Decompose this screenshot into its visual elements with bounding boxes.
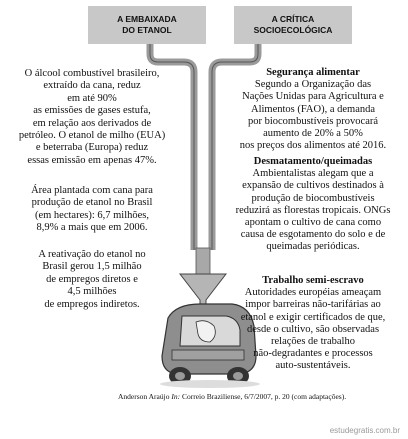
- credit-author: Anderson Araújo: [118, 392, 170, 401]
- right-section-food-security: [222, 67, 404, 152]
- text-line: aumento de 20% a 50%: [263, 128, 363, 140]
- text-line: não-degradantes e processos: [253, 348, 373, 360]
- text-line: Nações Unidas para Agricultura e: [242, 91, 384, 103]
- banner-left-line1: A EMBAIXADA: [117, 14, 177, 24]
- text-line: apontam o cultivo de cana como: [244, 217, 382, 229]
- source-credit: [118, 392, 346, 401]
- text-line: desde o cultivo, são observadas: [246, 323, 380, 335]
- section-title: Segurança alimentar: [266, 67, 360, 78]
- credit-in: In:: [171, 392, 181, 401]
- left-paragraph-jobs: [4, 249, 180, 311]
- text-line: O álcool combustível brasileiro,: [24, 68, 160, 79]
- text-line: as emissões de gases estufa,: [33, 105, 151, 117]
- text-line: produção de biocombustíveis: [251, 192, 375, 204]
- section-title: Trabalho semi-escravo: [262, 275, 364, 286]
- right-section-slave-labor: [222, 275, 404, 373]
- banner-embaixada-etanol: [88, 6, 206, 44]
- text-line: produção de etanol no Brasil: [31, 197, 153, 209]
- text-line: Alimentos (FAO), a demanda: [250, 103, 376, 115]
- banner-critica-socioecologica: [234, 6, 352, 44]
- banner-right-line2: SOCIOECOLÓGICA: [253, 25, 333, 35]
- text-line: Segundo a Organização das: [254, 79, 372, 91]
- text-line: petróleo. O etanol de milho (EUA): [18, 130, 166, 142]
- text-line: Área plantada com cana para: [31, 185, 153, 196]
- section-title: Desmatamento/queimadas: [253, 156, 373, 167]
- right-section-deforestation: [222, 156, 404, 254]
- text-line: e beterraba (Europa) reduz: [35, 142, 149, 154]
- text-line: Ambientalistas alegam que a: [252, 168, 374, 180]
- credit-source: Correio Braziliense, 6/7/2007, p. 20 (com adaptações).: [181, 392, 347, 401]
- text-line: 8,9% a mais que em 2006.: [36, 222, 148, 234]
- text-line: expansão de cultivos destinados à: [242, 180, 384, 192]
- text-line: em até 90%: [67, 92, 117, 104]
- text-line: Autoridades européias ameaçam: [244, 287, 382, 299]
- text-line: de empregos diretos e: [46, 273, 138, 285]
- left-paragraph-emissions: [4, 68, 180, 167]
- text-line: de empregos indiretos.: [44, 298, 140, 310]
- text-line: impor barreiras não-tarifárias ao: [245, 299, 381, 311]
- text-line: em relação aos derivados de: [32, 117, 152, 129]
- text-line: reduzirá as florestas tropicais. ONGs: [235, 204, 391, 216]
- text-line: etanol e exigir certificados de que,: [240, 311, 386, 323]
- text-line: queimadas periódicas.: [266, 241, 360, 253]
- text-line: nos preços dos alimentos até 2016.: [239, 140, 387, 152]
- pipe-merge: [196, 248, 210, 274]
- text-line: relações de trabalho: [271, 336, 355, 348]
- banner-left-line2: DO ETANOL: [122, 25, 172, 35]
- text-line: auto-sustentáveis.: [275, 360, 351, 372]
- text-line: extraído da cana, reduz: [43, 80, 141, 92]
- text-line: A reativação do etanol no: [38, 249, 146, 260]
- left-paragraph-area: [4, 185, 180, 235]
- text-line: (em hectares): 6,7 milhões,: [34, 209, 149, 221]
- text-line: por biocombustíveis provocará: [247, 115, 379, 127]
- text-line: causa de esgotamento do solo e de: [240, 229, 386, 241]
- watermark: estudegratis.com.br: [329, 426, 400, 435]
- banner-right-line1: A CRÍTICA: [271, 14, 315, 24]
- text-line: 4,5 milhões: [67, 286, 117, 298]
- text-line: Brasil gerou 1,5 milhão: [42, 261, 142, 273]
- text-line: essas emissão em apenas 47%.: [27, 154, 157, 166]
